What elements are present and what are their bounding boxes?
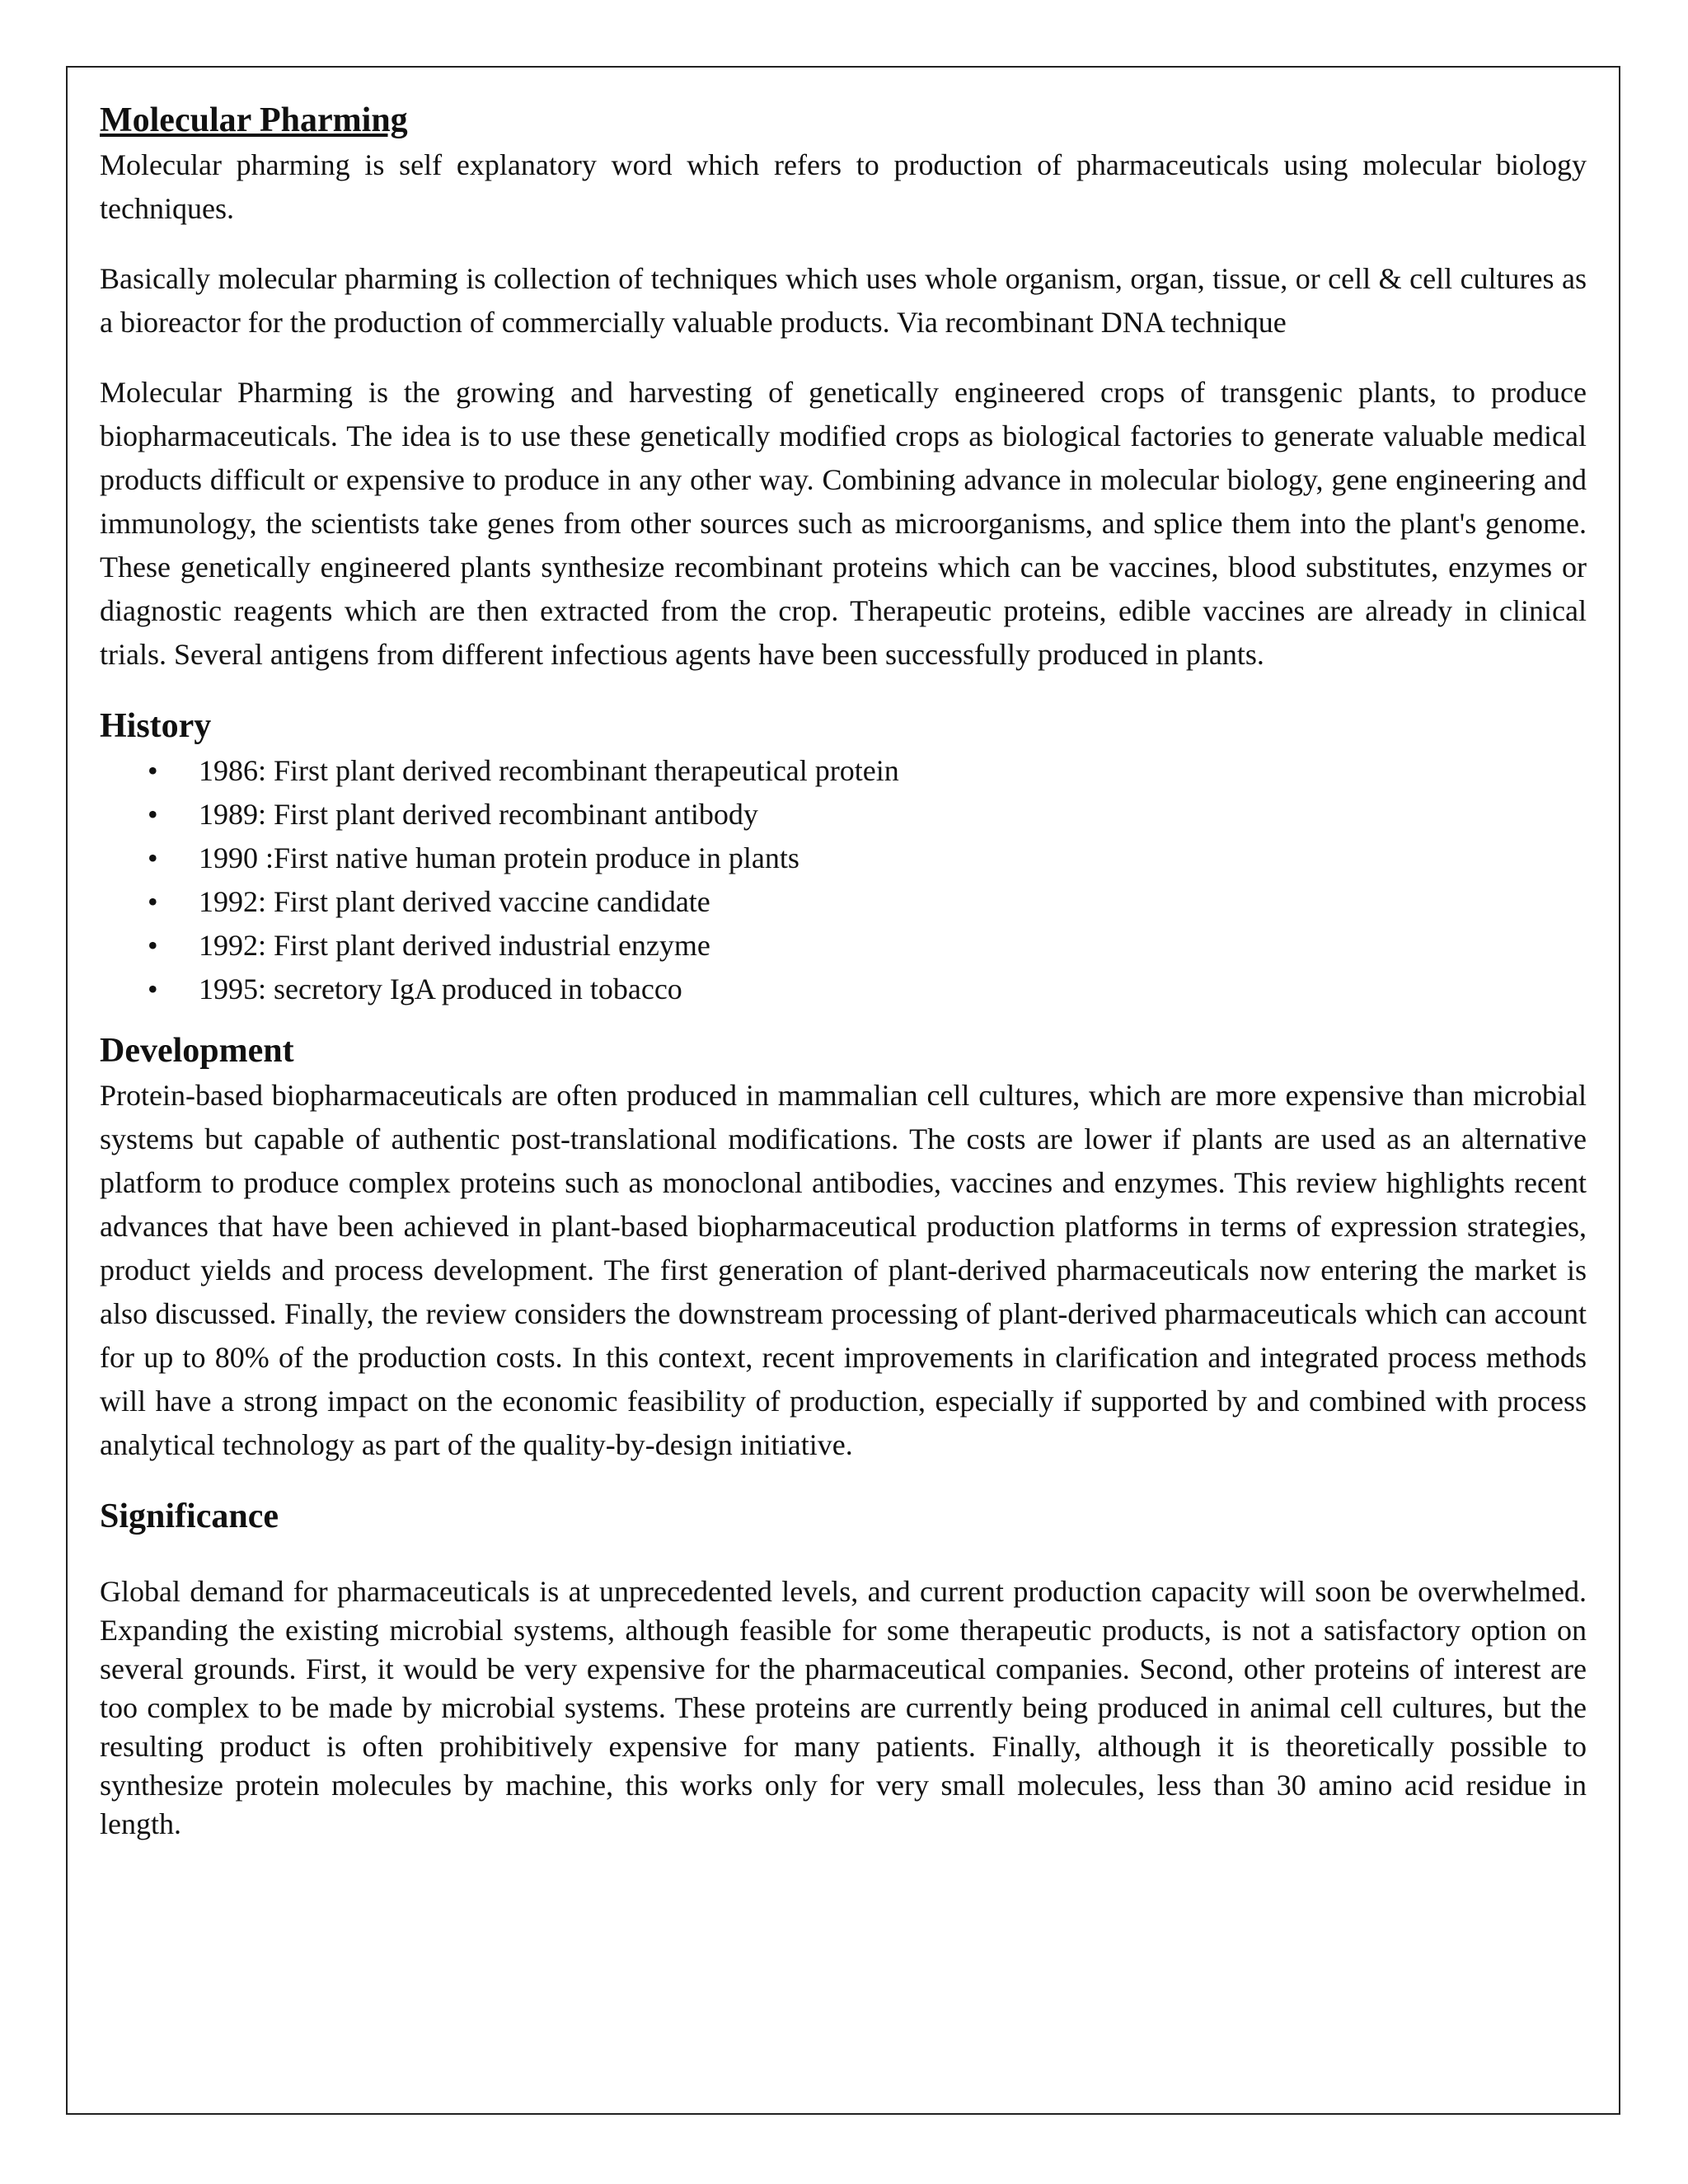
history-heading: History	[100, 707, 212, 745]
development-paragraph: Protein-based biopharmaceuticals are often produced in mammalian cell cultures, which are more expensive than microbial systems but capable of authentic post-translational modifications. The costs are lower if plants are used as an alternative platform to produce complex proteins such as monoclonal antibodies, vaccines and enzymes. This review highlights recent advances that have been achieved in plant-based biopharmaceutical production platforms in terms of expression strategies, product yields and process development. The first generation of plant-derived pharmaceuticals now entering the market is also discussed. Finally, the review considers the downstream processing of plant-derived pharmaceuticals which can account for up to 80% of the production costs. In this context, recent improvements in clarification and integrated process methods will have a strong impact on the economic feasibility of production, especially if supported by and combined with process analytical technology as part of the quality-by-design initiative.	[100, 1079, 1587, 1461]
document-body	[100, 97, 1587, 1844]
intro-paragraph-3: Molecular Pharming is the growing and harvesting of genetically engineered crops of transgenic plants, to produce biopharmaceuticals. The idea is to use these genetically modified crops as biological factories to generate valuable medical products difficult or expensive to produce in any other way. Combining advance in molecular biology, gene engineering and immunology, the scientists take genes from other sources such as microorganisms, and splice them into the plant's genome. These genetically engineered plants synthesize recombinant proteins which can be vaccines, blood substitutes, enzymes or diagnostic reagents which are then extracted from the crop. Therapeutic proteins, edible vaccines are already in clinical trials. Several antigens from different infectious agents have been successfully produced in plants.	[100, 376, 1587, 671]
significance-heading: Significance	[100, 1497, 279, 1535]
significance-paragraph: Global demand for pharmaceuticals is at unprecedented levels, and current production capacity will soon be overwhelmed. Expanding the existing microbial systems, although feasible for some therapeutic products, is not a satisfactory option on several grounds. First, it would be very expensive for the pharmaceutical companies. Second, other proteins of interest are too complex to be made by microbial systems. These proteins are currently being produced in animal cell cultures, but the resulting product is often prohibitively expensive for many patients. Finally, although it is theoretically possible to synthesize protein molecules by machine, this works only for very small molecules, less than 30 amino acid residue in length.	[100, 1575, 1587, 1840]
bullet-icon: •	[148, 972, 158, 1005]
document-title: Molecular Pharming	[100, 101, 408, 139]
list-item: • 1992: First plant derived vaccine candidate	[199, 880, 1587, 924]
bullet-icon: •	[148, 798, 158, 831]
list-item: • 1995: secretory IgA produced in tobacco	[199, 968, 1587, 1011]
bullet-icon: •	[148, 841, 158, 874]
bullet-icon: •	[148, 885, 158, 918]
list-item: • 1992: First plant derived industrial enzyme	[199, 924, 1587, 968]
list-item: • 1989: First plant derived recombinant antibody	[199, 793, 1587, 837]
history-list	[100, 749, 1587, 1011]
intro-paragraph-1: Molecular pharming is self explanatory word which refers to production of pharmaceuticals using molecular biology techniques.	[100, 148, 1587, 225]
list-item: • 1986: First plant derived recombinant therapeutical protein	[199, 749, 1587, 793]
list-item: • 1990 :First native human protein produce in plants	[199, 837, 1587, 880]
development-heading: Development	[100, 1032, 294, 1070]
bullet-icon: •	[148, 754, 158, 787]
intro-paragraph-2: Basically molecular pharming is collection of techniques which uses whole organism, organ, tissue, or cell & cell cultures as a bioreactor for the production of commercially valuable products. Via recombinant DNA technique	[100, 262, 1587, 339]
bullet-icon: •	[148, 929, 158, 962]
